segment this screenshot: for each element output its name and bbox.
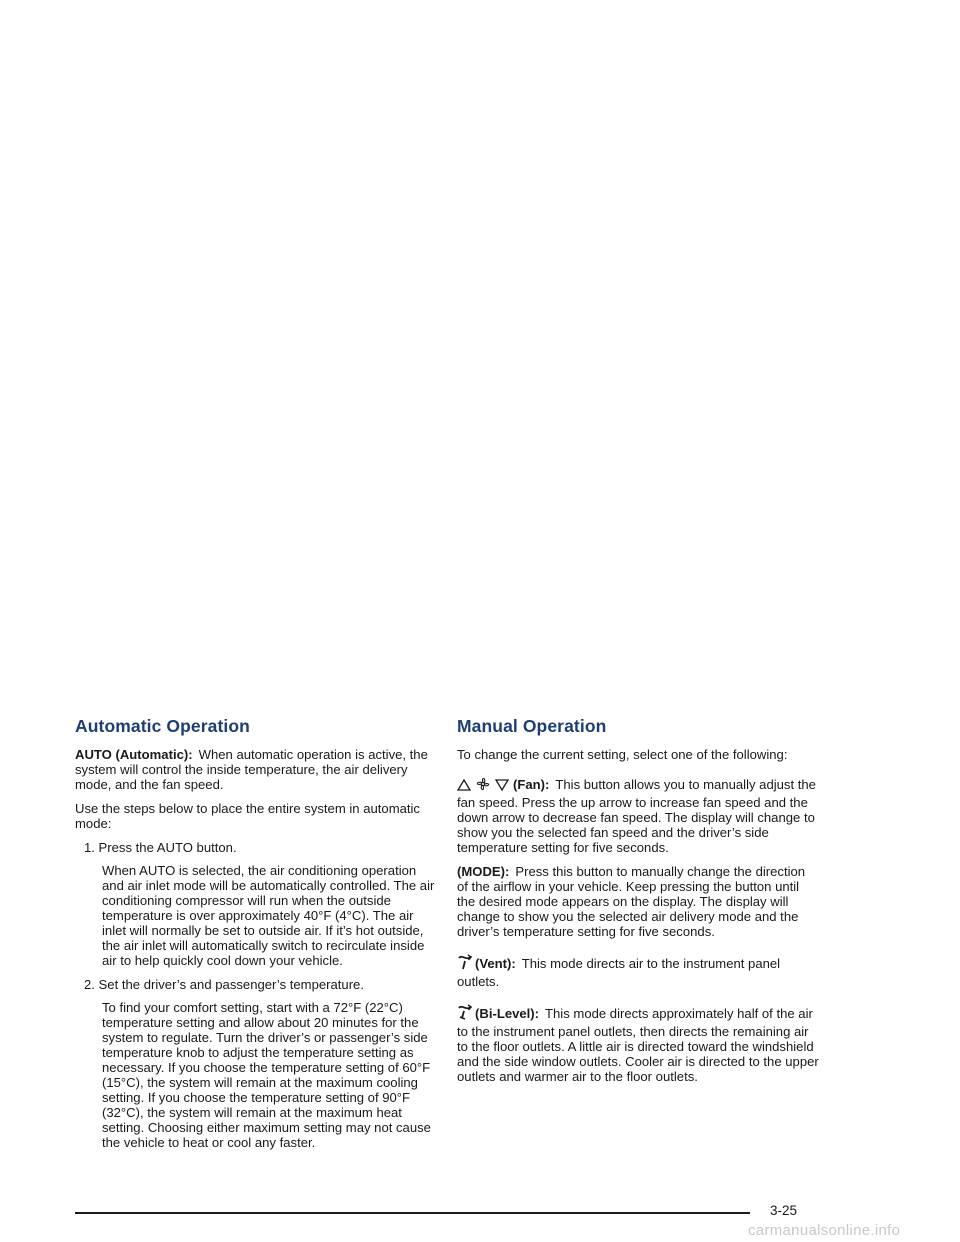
step-1-body: When AUTO is selected, the air conditioning operation and air inlet mode will be automatically controlled. The air conditioning compressor will run when the outside temperature is over approximately 40°F (4°C). The air inlet will normally be set to outside air. If it’s hot outside, the air inlet will automatically switch to recirculate inside air to help quickly cool down your vehicle. [102,863,435,968]
step-2-label: 2. Set the driver’s and passenger’s temperature. [84,977,364,992]
auto-text: When automatic operation is active, the system will control the inside temperature, the air delivery mode, and the fan speed. [75,747,428,792]
fan-down-arrow-icon [495,778,509,795]
vent-mode-icon [457,953,473,974]
bilevel-lead: (Bi-Level): [475,1006,540,1021]
watermark: carmanualsonline.info [748,1222,901,1239]
fan-up-arrow-icon [457,778,471,795]
fan-paragraph [457,776,819,855]
auto-lead: AUTO (Automatic): [75,747,193,762]
footer-rule [75,1212,750,1214]
bilevel-text: This mode directs approximately half of the air to the instrument panel outlets, then directs the remaining air to the floor outlets. A little air is directed toward the windshield and the side window outlets. Cooler air is directed to the upper outlets and warmer air to the floor outlets. [457,1006,819,1084]
bi-level-mode-icon [457,1003,473,1024]
manual-operation-heading: Manual Operation [457,716,607,736]
auto-paragraph [75,747,437,792]
step-1-label: 1. Press the AUTO button. [84,840,237,855]
fan-icon [475,776,491,795]
vent-text: This mode directs air to the instrument panel outlets. [457,956,781,989]
steps-intro: Use the steps below to place the entire system in automatic mode: [75,801,420,831]
mode-lead: (MODE): [457,864,510,879]
mode-text: Press this button to manually change the direction of the airflow in your vehicle. Keep pressing the button until the desired mode appears on the display. The display will change to show you the selected air delivery mode and the driver’s temperature setting for five seconds. [457,864,806,939]
automatic-operation-heading: Automatic Operation [75,716,250,736]
mode-paragraph [457,864,819,939]
automatic-operation-section [75,716,437,1159]
fan-text: This button allows you to manually adjust the fan speed. Press the up arrow to increase fan speed and the down arrow to decrease fan speed. The display will change to show you the selected fan speed and the driver’s side temperature setting for five seconds. [457,777,816,855]
vent-paragraph [457,953,819,989]
manual-intro: To change the current setting, select one of the following: [457,747,788,762]
bilevel-paragraph [457,1003,819,1084]
manual-operation-section [457,716,819,1093]
step-2-body: To find your comfort setting, start with a 72°F (22°C) temperature setting and allow about 20 minutes for the system to regulate. Turn the driver’s or passenger’s side temperature knob to adjust the temperature setting as necessary. If you choose the temperature setting of 60°F (15°C), the system will remain at the maximum cooling setting. If you choose the temperature setting of 90°F (32°C), the system will remain at the maximum heat setting. Choosing either maximum setting may not cause the vehicle to heat or cool any faster. [102,1000,431,1150]
vent-lead: (Vent): [475,956,516,971]
page-number: 3-25 [770,1203,798,1218]
fan-lead: (Fan): [513,777,550,792]
